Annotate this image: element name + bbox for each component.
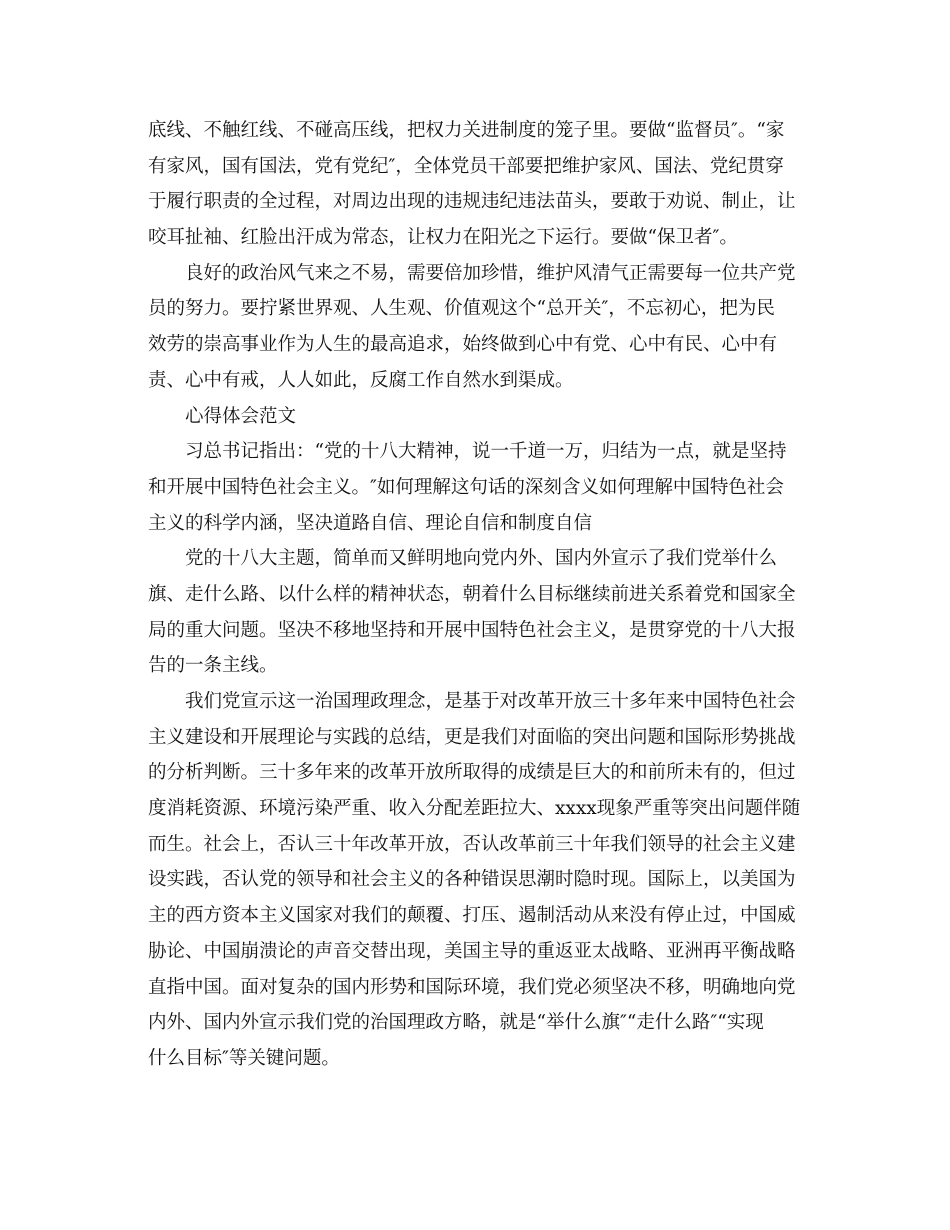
text-line: 底线、不触红线、不碰高压线，把权力关进制度的笼子里。要做“监督员″。“家	[148, 120, 785, 141]
paragraph-continuation	[148, 113, 813, 256]
text-line: 主的西方资本主义国家对我们的颠覆、打压、遏制活动从来没有停止过，中国威	[148, 905, 796, 927]
text-line: 咬耳扯袖、红脸出汗成为常态，让权力在阳光之下运行。要做“保卫者″。	[148, 227, 738, 249]
text-line: 和开展中国特色社会主义。″如何理解这句话的深刻含义如何理解中国特色社会	[148, 476, 784, 498]
text-line: 胁论、中国崩溃论的声音交替出现，美国主导的重返亚太战略、亚洲再平衡战略	[148, 940, 796, 962]
text-line: 良好的政治风气来之不易，需要倍加珍惜，维护风清气正需要每一位共产党	[185, 262, 796, 284]
text-line: 内外、国内外宣示我们党的治国理政方略，就是“举什么旗″“走什么路″“实现	[148, 1012, 764, 1034]
section-heading	[148, 399, 813, 435]
text-line: 旗、走什么路、以什么样的精神状态，朝着什么目标继续前进关系着党和国家全	[148, 583, 796, 605]
text-line: 直指中国。面对复杂的国内形势和国际环境，我们党必须坚决不移，明确地向党	[148, 976, 796, 998]
paragraph-governance	[148, 684, 813, 1077]
text-line: 有家风，国有国法，党有党纪″，全体党员干部要把维护家风、国法、党纪贯穿	[148, 155, 784, 177]
paragraph-quote	[148, 434, 813, 541]
heading-line: 心得体会范文	[185, 405, 297, 427]
text-line: 什么目标″等关键问题。	[148, 1047, 340, 1069]
document-body	[148, 113, 813, 1077]
text-line: 于履行职责的全过程，对周边出现的违规违纪违法苗头，要敢于劝说、制止，让	[148, 191, 796, 213]
paragraph-political-atmosphere	[148, 256, 813, 399]
text-line: 效劳的崇高事业作为人生的最高追求，始终做到心中有党、心中有民、心中有	[148, 334, 778, 356]
text-line: 习总书记指出：“党的十八大精神，说一千道一万，归结为一点，就是坚持	[185, 441, 787, 463]
text-line: 责、心中有戒，人人如此，反腐工作自然水到渠成。	[148, 369, 574, 391]
text-line: 主义建设和开展理论与实践的总结，更是我们对面临的突出问题和国际形势挑战	[148, 726, 796, 748]
text-line: 而生。社会上，否认三十年改革开放，否认改革前三十年我们领导的社会主义建	[148, 833, 796, 855]
text-line: 的分析判断。三十多年来的改革开放所取得的成绩是巨大的和前所未有的，但过	[148, 762, 796, 784]
text-line: 设实践，否认党的领导和社会主义的各种错误思潮时隐时现。国际上，以美国为	[148, 869, 796, 891]
text-line: 主义的科学内涵，坚决道路自信、理论自信和制度自信	[148, 512, 593, 534]
paragraph-theme	[148, 541, 813, 684]
text-line: 员的努力。要拧紧世界观、人生观、价值观这个“总开关″，不忘初心，把为民	[148, 298, 775, 320]
text-line: 局的重大问题。坚决不移地坚持和开展中国特色社会主义，是贯穿党的十八大报	[148, 619, 796, 641]
text-line: 度消耗资源、环境污染严重、收入分配差距拉大、xxxx现象严重等突出问题伴随	[148, 798, 801, 820]
text-line: 我们党宣示这一治国理政理念，是基于对改革开放三十多年来中国特色社会	[185, 691, 796, 712]
text-line: 党的十八大主题，简单而又鲜明地向党内外、国内外宣示了我们党举什么	[185, 548, 778, 570]
text-line: 告的一条主线。	[148, 655, 278, 677]
